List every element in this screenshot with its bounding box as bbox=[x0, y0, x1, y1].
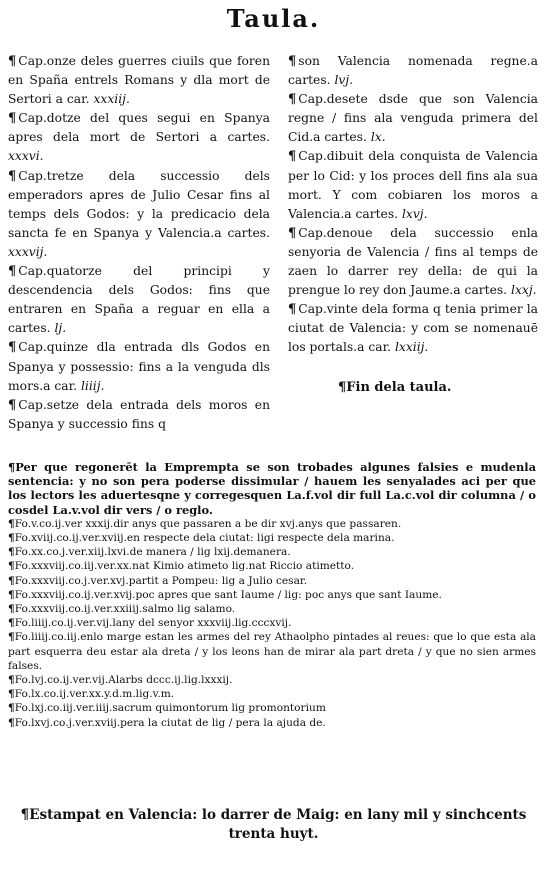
errata-line-text: Fo.xxxviij.co.j.ver.xvj.partit a Pompeu: lig a Julio cesar. bbox=[14, 574, 308, 587]
pilcrow-icon: ¶ bbox=[8, 546, 15, 559]
errata-line-text: Fo.xxxviij.co.ij.ver.xvij.poc apres que sant Iaume / lig: poc anys que sant Iaume. bbox=[14, 588, 442, 601]
pilcrow-icon: ¶ bbox=[8, 517, 15, 530]
pilcrow-icon: ¶ bbox=[8, 54, 17, 69]
toc-entry bbox=[8, 396, 270, 434]
toc-entry-text: Cap.denoue dela successio enla senyoria de Valencia / fins al temps de zaen lo darrer rey della: de qui la prengue lo rey don Jaume.a cartes. bbox=[288, 225, 538, 298]
errata-line bbox=[8, 588, 536, 602]
toc-entry bbox=[8, 262, 270, 338]
errata-line bbox=[8, 701, 536, 715]
errata-heading: ¶Per que regonerēt la Emprempta se son trobades algunes falsies e mudenla sentencia: y no son pera poderse dissimular / hauem les senyalades aci per que los lectors les aduertesqne y corregesquen La.f.vol dir full La.c.vol dir columna / o cosdel La.v.vol dir vers / o reglo. bbox=[8, 460, 536, 517]
errata-line-text: Fo.lxj.co.iij.ver.iiij.sacrum quimontorum lig promontorium bbox=[14, 702, 326, 715]
toc-entry-page: lx. bbox=[370, 130, 386, 145]
errata-line-text: Fo.v.co.ij.ver xxxij.dir anys que passaren a be dir xvj.anys que passaren. bbox=[14, 517, 402, 530]
errata-line bbox=[8, 687, 536, 701]
errata-line bbox=[8, 630, 536, 673]
toc-entry bbox=[288, 300, 538, 357]
toc-entry-page: lxxiij. bbox=[394, 340, 429, 355]
toc-entry-page: lxvj. bbox=[401, 206, 428, 221]
errata-line-text: Fo.xviij.co.ij.ver.xviij.en respecte dela ciutat: ligi respecte dela marina. bbox=[14, 532, 395, 545]
toc-entry bbox=[288, 147, 538, 223]
toc-entry-text: Cap.quinze dla entrada dls Godos en Spanya y possessio: fins a la venguda dls mors.a car. bbox=[8, 340, 270, 393]
pilcrow-icon: ¶ bbox=[8, 264, 17, 280]
errata-line-text: Fo.xxxviij.co.ij.ver.xxiiij.salmo lig salamo. bbox=[14, 603, 236, 616]
right-column bbox=[288, 52, 538, 395]
errata-line-text: Fo.liiij.co.ij.ver.vij.lany del senyor xxxviij.lig.cccxvij. bbox=[14, 617, 292, 630]
toc-entry-text: Cap.quatorze del principi y descendencia dels Godos: fins que entraren en Spaña a reguar en ella a cartes. bbox=[8, 264, 270, 336]
errata-line-text: Fo.xx.co.j.ver.xiij.lxvi.de manera / lig lxij.demanera. bbox=[14, 546, 291, 559]
toc-entry bbox=[8, 167, 270, 262]
toc-entry-page: xxxiij. bbox=[93, 92, 130, 107]
pilcrow-icon: ¶ bbox=[8, 532, 15, 545]
pilcrow-icon: ¶ bbox=[8, 716, 15, 729]
colophon-line-2: trenta huyt. bbox=[228, 826, 319, 842]
toc-entry bbox=[8, 52, 270, 109]
colophon bbox=[0, 806, 547, 844]
errata-line bbox=[8, 616, 536, 630]
pilcrow-icon: ¶ bbox=[8, 688, 15, 701]
toc-entry-text: Cap.dibuit dela conquista de Valencia per lo Cid: y los proces dell fins ala sua mort. Y com cobiaren los moros a Valencia.a cartes. bbox=[288, 149, 538, 221]
errata-section bbox=[8, 460, 536, 730]
pilcrow-icon: ¶ bbox=[8, 631, 15, 644]
toc-entry-text: Cap.dotze del ques segui en Spanya apres dela mort de Sertori a cartes. bbox=[8, 111, 270, 145]
errata-line-text: Fo.liiij.co.iij.enlo marge estan les armes del rey Athaolpho pintades al reues: que lo que esta ala part esquerra deu estar ala dreta / y los leons han de mirar ala part dreta / y que no sien armes falses. bbox=[8, 631, 536, 672]
left-column bbox=[8, 52, 270, 434]
pilcrow-icon: ¶ bbox=[8, 560, 15, 573]
toc-entry-text: Cap.tretze dela successio dels emperadors apres de Julio Cesar fins al temps dels Godos: y la predicacio dela sancta fe en Spanya y Valencia.a cartes. bbox=[8, 168, 270, 240]
toc-entry-text: Cap.desete dsde que son Valencia regne / fins ala venguda primera del Cid.a cartes. bbox=[288, 92, 538, 145]
toc-entry-page: lvj. bbox=[334, 73, 354, 88]
toc-entry-text: Cap.vinte dela forma q tenia primer la ciutat de Valencia: y com se nomenauē los portals.a car. bbox=[288, 302, 538, 355]
pilcrow-icon: ¶ bbox=[288, 302, 297, 318]
errata-line-text: Fo.xxxviij.co.iij.ver.xx.nat Kimio atimeto lig.nat Riccio atimetto. bbox=[14, 560, 355, 573]
pilcrow-icon: ¶ bbox=[8, 340, 17, 356]
errata-line bbox=[8, 545, 536, 559]
toc-entry-page: lj. bbox=[54, 321, 67, 336]
toc-entry bbox=[8, 109, 270, 166]
errata-line bbox=[8, 559, 536, 573]
toc-entry-text: Cap.setze dela entrada dels moros en Spanya y successio fins q bbox=[8, 397, 270, 431]
errata-line bbox=[8, 602, 536, 616]
toc-entry-page: xxxvij. bbox=[8, 244, 48, 259]
toc-entry-page: lxxj. bbox=[511, 283, 537, 298]
pilcrow-icon: ¶ bbox=[8, 574, 15, 587]
errata-line bbox=[8, 574, 536, 588]
pilcrow-icon: ¶ bbox=[8, 702, 15, 715]
pilcrow-icon: ¶ bbox=[288, 54, 297, 69]
errata-line bbox=[8, 517, 536, 531]
pilcrow-icon: ¶ bbox=[8, 397, 17, 413]
pilcrow-icon: ¶ bbox=[288, 225, 297, 241]
errata-line-text: Fo.lxvj.co.j.ver.xviij.pera la ciutat de lig / pera la ajuda de. bbox=[14, 716, 326, 729]
pilcrow-icon: ¶ bbox=[288, 92, 297, 108]
errata-line bbox=[8, 716, 536, 730]
fin-dela-taula: ¶Fin dela taula. bbox=[338, 379, 452, 395]
pilcrow-icon: ¶ bbox=[8, 168, 17, 184]
toc-entry bbox=[288, 224, 538, 300]
toc-entry-text: son Valencia nomenada regne.a cartes. bbox=[288, 54, 538, 88]
pilcrow-icon: ¶ bbox=[8, 674, 15, 687]
errata-line bbox=[8, 673, 536, 687]
pilcrow-icon: ¶ bbox=[8, 603, 15, 616]
pilcrow-icon: ¶ bbox=[338, 379, 347, 395]
toc-entry-page: liiij. bbox=[80, 378, 105, 393]
pilcrow-icon: ¶ bbox=[288, 149, 297, 165]
errata-line-text: Fo.lvj.co.ij.ver.vij.Alarbs dccc.ij.lig.lxxxij. bbox=[14, 674, 233, 687]
errata-line bbox=[8, 531, 536, 545]
pilcrow-icon: ¶ bbox=[8, 460, 16, 474]
colophon-line-1: ¶Estampat en Valencia: lo darrer de Maig: en lany mil y sinchcents bbox=[20, 807, 527, 823]
errata-line-text: Fo.lx.co.ij.ver.xx.y.d.m.lig.v.m. bbox=[14, 688, 175, 701]
toc-entry-page: xxxvi. bbox=[8, 149, 44, 164]
pilcrow-icon: ¶ bbox=[8, 111, 17, 127]
toc-entry bbox=[288, 52, 538, 90]
pilcrow-icon: ¶ bbox=[8, 588, 15, 601]
page-title: Taula. bbox=[226, 4, 321, 33]
toc-entry-text: Cap.onze deles guerres ciuils que foren en Spaña entrels Romans y dla mort de Sertori a car. bbox=[8, 54, 270, 107]
toc-entry bbox=[8, 338, 270, 395]
toc-entry bbox=[288, 90, 538, 147]
pilcrow-icon: ¶ bbox=[8, 617, 15, 630]
pilcrow-icon: ¶ bbox=[20, 807, 30, 823]
